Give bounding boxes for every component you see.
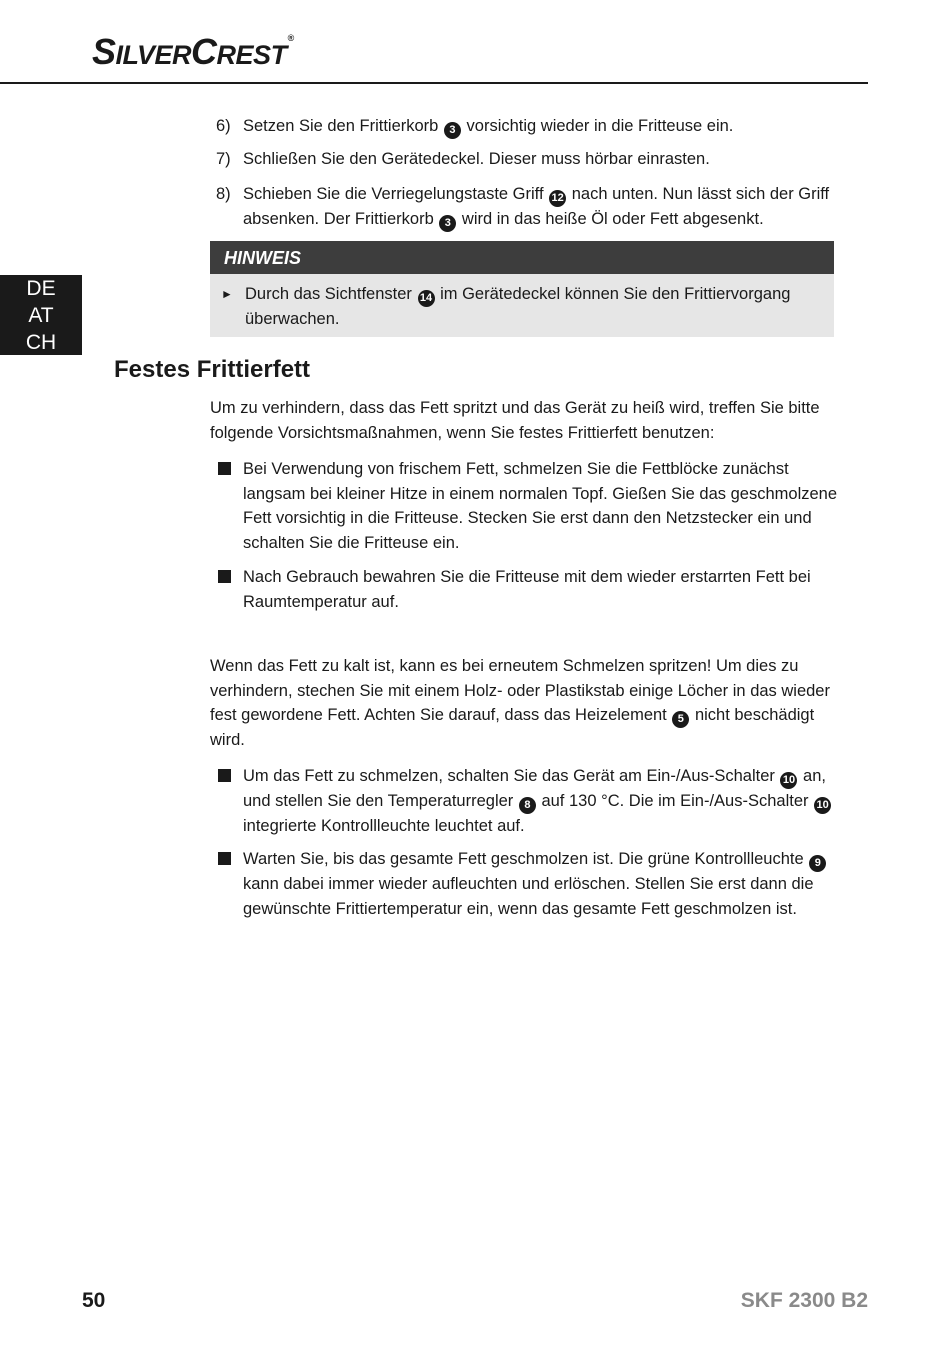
- intro-paragraph: Um zu verhindern, dass das Fett spritzt und das Gerät zu heiß wird, treffen Sie bitte folgende Vorsichtsmaßnahmen, wenn Sie festes Frittierfett benutzen:: [210, 399, 820, 442]
- brand-letters: ILVER: [115, 40, 192, 70]
- note-body: ► Durch das Sichtfenster 14 im Gerätedeckel können Sie den Frittiervorgang überwachen.: [210, 274, 834, 332]
- ref-number-icon: 9: [809, 855, 826, 872]
- step-number: 8): [216, 185, 231, 203]
- section-title: Festes Frittierfett: [114, 356, 311, 383]
- step-text: Setzen Sie den Frittierkorb 3 vorsichtig wieder in die Fritteuse ein.: [216, 114, 846, 139]
- arrow-right-icon: ►: [221, 287, 233, 301]
- note-heading: HINWEIS: [210, 241, 834, 274]
- registered-mark: ®: [287, 33, 294, 43]
- ref-number-icon: 5: [672, 711, 689, 728]
- page-number: 50: [82, 1289, 106, 1312]
- lang-at: AT: [28, 303, 54, 327]
- warning-paragraph: Wenn das Fett zu kalt ist, kann es bei erneutem Schmelzen spritzen! Um dies zu verhindern, stechen Sie mit einem Holz- oder Plastikstab einige Löcher in das wieder fest gewordene Fett. Achten Sie darauf, dass das Heizelement 5 nicht beschädigt wird.: [210, 657, 830, 749]
- square-bullet-icon: [218, 462, 231, 475]
- ref-number-icon: 8: [519, 797, 536, 814]
- step-text: Schieben Sie die Verriegelungstaste Griff 12 nach unten. Nun lässt sich der Griff absenken. Der Frittierkorb 3 wird in das heiße Öl oder Fett abgesenkt.: [216, 182, 846, 232]
- model-number: SKF 2300 B2: [740, 1289, 868, 1312]
- square-bullet-icon: [218, 570, 231, 583]
- step-number: 7): [216, 150, 231, 168]
- ref-number-icon: 3: [439, 215, 456, 232]
- brand-letter: S: [92, 31, 116, 72]
- step-8: [216, 182, 846, 232]
- list-item: Warten Sie, bis das gesamte Fett geschmolzen ist. Die grüne Kontrollleuchte 9 kann dabei immer wieder aufleuchten und erlöschen. Stellen Sie erst dann die gewünschte Frittiertemperatur ein, wenn das gesamte Fett geschmolzen ist.: [216, 847, 846, 921]
- brand-letters: REST: [216, 40, 287, 70]
- step-6: [216, 114, 846, 139]
- language-tab: [0, 275, 82, 355]
- square-bullet-icon: [218, 769, 231, 782]
- list-item: Um das Fett zu schmelzen, schalten Sie das Gerät am Ein-/Aus-Schalter 10 an, und stellen Sie den Temperaturregler 8 auf 130 °C. Die im Ein-/Aus-Schalter 10 integrierte Kontrollleuchte leuchtet auf.: [216, 764, 846, 839]
- ref-number-icon: 3: [444, 122, 461, 139]
- step-number: 6): [216, 117, 231, 135]
- square-bullet-icon: [218, 852, 231, 865]
- ref-number-icon: 14: [418, 290, 435, 307]
- brand-letter: C: [191, 31, 217, 72]
- list-item: Nach Gebrauch bewahren Sie die Fritteuse mit dem wieder erstarrten Fett bei Raumtemperatur auf.: [216, 565, 846, 614]
- lang-de: DE: [26, 276, 56, 300]
- ref-number-icon: 12: [549, 190, 566, 207]
- ref-number-icon: 10: [814, 797, 831, 814]
- step-7: [216, 147, 846, 172]
- brand-logo: [92, 31, 294, 72]
- header-rule: [0, 82, 868, 84]
- note-box: [210, 241, 834, 337]
- lang-ch: CH: [25, 330, 57, 354]
- list-item: Bei Verwendung von frischem Fett, schmelzen Sie die Fettblöcke zunächst langsam bei kleiner Hitze in einem normalen Topf. Gießen Sie das geschmolzene Fett vorsichtig in die Fritteuse. Stecken Sie erst dann den Netzstecker ein und schalten Sie die Fritteuse ein.: [216, 457, 846, 555]
- step-text: Schließen Sie den Gerätedeckel. Dieser muss hörbar einrasten.: [243, 150, 710, 168]
- ref-number-icon: 10: [780, 772, 797, 789]
